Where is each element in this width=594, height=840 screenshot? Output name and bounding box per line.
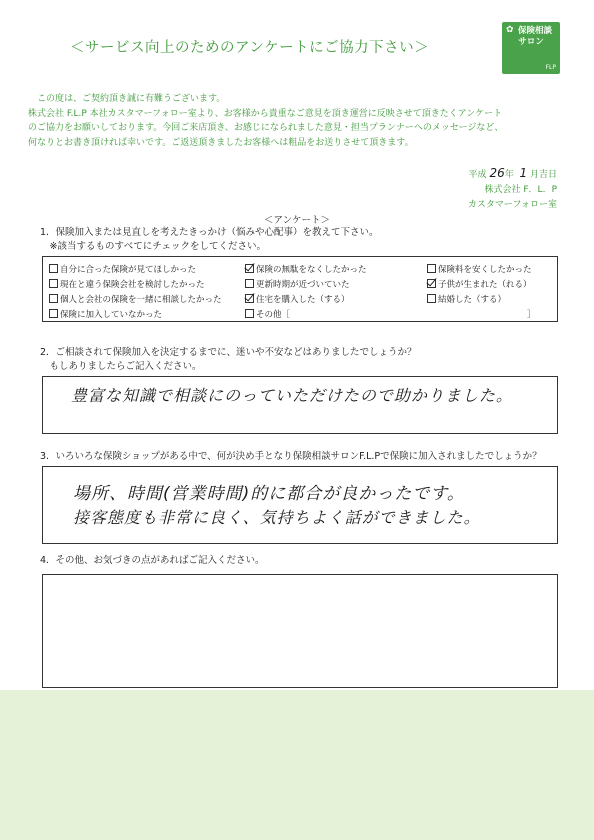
answer-3-line-1: 場所、時間(営業時間)的に都合が良かったです。 [73,484,465,504]
checkbox[interactable] [49,279,58,288]
flower-icon: ✿ [506,25,514,35]
checkbox-checked[interactable] [427,279,436,288]
option-item[interactable]: 保険料を安くしたかった [427,263,532,275]
footer-band [0,690,594,840]
checkbox-options [42,256,558,322]
checkbox[interactable] [49,264,58,273]
answer-2-box[interactable] [42,376,558,434]
intro-text: この度は、ご契約頂き誠に有難うございます。 株式会社 F.L.P 本社カスタマーフォロー室より、お客様から貴重なご意見を頂き運営に反映させて頂きたくアンケート のご協力をお願いしております。今回ご来店頂き、お感じになられました意見・担当プランナーへのメッセージなど、 何なりとお書き頂ければ幸いです。ご返送頂きましたお客様へは粗品をお送りさせて頂きます。 [28,94,504,148]
survey-title: ＜サービス向上のためのアンケートにご協力下さい＞ [70,40,430,56]
answer-2-text: 豊富な知識で相談にのっていただけたので助かりました。 [71,386,513,405]
option-item[interactable]: 保険に加入していなかった [49,308,162,320]
checkbox[interactable] [245,279,254,288]
question-2: 2．ご相談されて保険加入を決定するまでに、迷いや不安などはありましたでしょうか？ もしありましたらご記入ください。 [40,347,417,372]
issue-date: 平成 26年 1 月吉日 [468,166,557,180]
answer-3-box[interactable] [42,466,558,544]
option-item[interactable]: 自分に合った保険が見てほしかった [49,263,196,275]
other-bracket-close: ］ [527,310,536,320]
checkbox[interactable] [245,309,254,318]
checkbox-checked[interactable] [245,294,254,303]
option-item-other[interactable]: その他［ [245,308,290,320]
company-name: 株式会社 F．L．P [484,185,557,195]
question-1: 1．保険加入または見直しを考えたきっかけ（悩みや心配事）を教えて下さい。 ※該当するものすべてにチェックをしてください。 [40,227,379,252]
question-4: 4．その他、お気づきの点があればご記入ください。 [40,555,265,566]
question-3: 3．いろいろな保険ショップがある中で、何が決め手となり保険相談サロンF.L.Pで保険に加入されましたでしょうか？ [40,451,542,462]
option-item[interactable]: 住宅を購入した（する） [245,293,350,305]
option-item[interactable]: 更新時期が近づいていた [245,278,350,290]
salon-logo: ✿ 保険相談 サロン FLP [502,22,560,74]
option-item[interactable]: 結婚した（する） [427,293,506,305]
checkbox[interactable] [427,294,436,303]
checkbox-checked[interactable] [245,264,254,273]
answer-3-line-2: 接客態度も非常に良く、気持ちよく話ができました。 [73,508,481,527]
option-item[interactable]: 保険の無駄をなくしたかった [245,263,367,275]
option-item[interactable]: 現在と違う保険会社を検討したかった [49,278,205,290]
department-name: カスタマーフォロー室 [467,200,557,210]
option-item[interactable]: 個人と会社の保険を一緒に相談したかった [49,293,222,305]
checkbox[interactable] [49,309,58,318]
option-item[interactable]: 子供が生まれた（れる） [427,278,532,290]
checkbox[interactable] [427,264,436,273]
answer-4-box[interactable] [42,574,558,688]
issue-date-block [468,166,557,213]
survey-heading: ＜アンケート＞ [264,215,330,226]
checkbox[interactable] [49,294,58,303]
